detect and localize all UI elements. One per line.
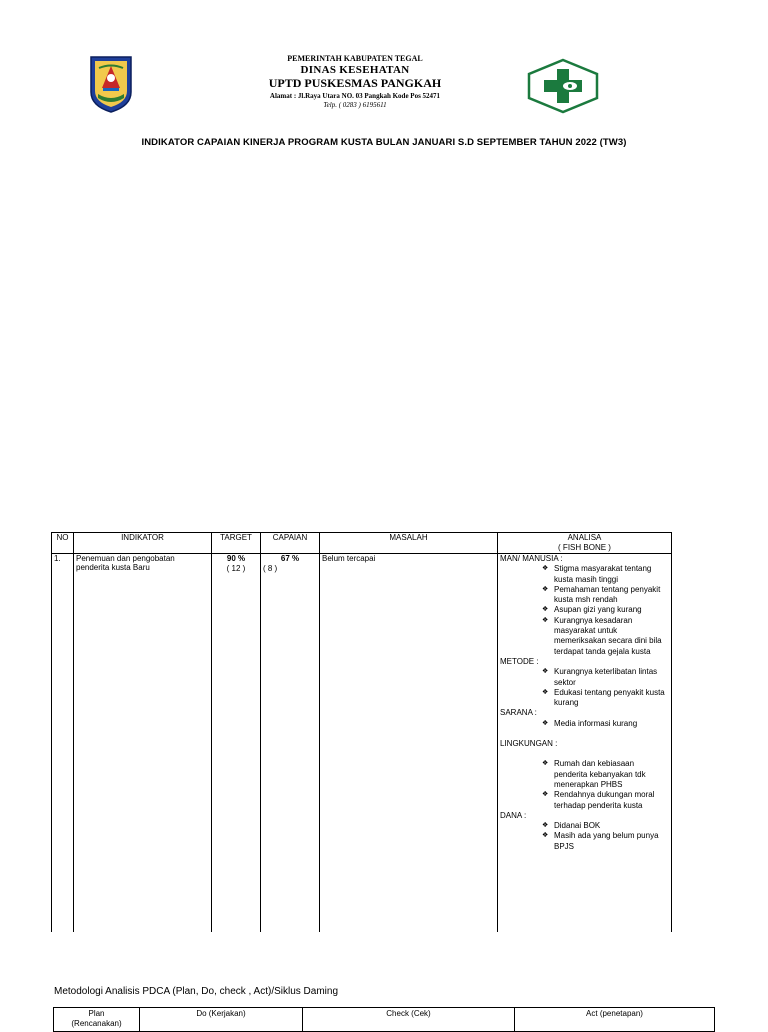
regency-coat-of-arms-icon (88, 54, 134, 114)
target-percent: 90 % (226, 554, 246, 563)
header-capaian: CAPAIAN (261, 533, 320, 554)
cell-analisa (498, 554, 672, 933)
phone: Telp. ( 0283 ) 6195611 (323, 101, 387, 109)
header-indikator: INDIKATOR (74, 533, 212, 554)
list-item: ❖ Kurangnya kesadaran masyarakat untuk memeriksakan secara dini bila terdapat tanda gejala kusta (542, 616, 669, 657)
document-title: INDIKATOR CAPAIAN KINERJA PROGRAM KUSTA BULAN JANUARI S.D SEPTEMBER TAHUN 2022 (TW3) (141, 137, 627, 148)
pdca-plan-sub: (Rencanakan) (71, 1019, 122, 1028)
cell-target (212, 554, 261, 933)
analisa-man-label: MAN/ MANUSIA : (500, 554, 563, 563)
capaian-count: ( 8 ) (263, 564, 278, 573)
header-analisa-label: ANALISA (567, 533, 602, 542)
header-masalah: MASALAH (320, 533, 498, 554)
list-item: ❖ Rendahnya dukungan moral terhadap penderita kusta (542, 790, 669, 811)
pdca-table (53, 1007, 715, 1032)
pdca-header-row (54, 1008, 715, 1032)
pdca-header-plan (54, 1008, 140, 1032)
analisa-dana-list (500, 821, 669, 852)
capaian-percent: 67 % (280, 554, 300, 563)
analisa-metode-list (500, 667, 669, 708)
list-item: ❖ Masih ada yang belum punya BPJS (542, 831, 669, 852)
cell-indikator: Penemuan dan pengobatan penderita kusta Baru (74, 554, 212, 933)
pdca-plan-label: Plan (88, 1009, 105, 1018)
analisa-sarana-label: SARANA : (500, 708, 537, 718)
agency-name: DINAS KESEHATAN (300, 64, 410, 76)
analisa-dana-label: DANA : (500, 810, 527, 820)
list-item: ❖ Rumah dan kebiasaan penderita kebanyakan tdk menerapkan PHBS (542, 759, 669, 790)
header-no: NO (52, 533, 74, 554)
list-item: ❖ Pemahaman tentang penyakit kusta msh rendah (542, 585, 669, 606)
institution-name: UPTD PUSKESMAS PANGKAH (268, 76, 442, 90)
list-item: ❖ Edukasi tentang penyakit kusta kurang (542, 688, 669, 709)
puskesmas-logo-icon (526, 58, 600, 114)
header-analisa-sub: ( FISH BONE ) (558, 543, 611, 552)
pdca-header-act: Act (penetapan) (515, 1008, 715, 1032)
analisa-metode-label: METODE : (500, 656, 539, 666)
list-item: ❖ Didanai BOK (542, 821, 669, 831)
pdca-header-do: Do (Kerjakan) (140, 1008, 303, 1032)
methodology-caption: Metodologi Analisis PDCA (Plan, Do, check , Act)/Siklus Daming (54, 986, 339, 997)
analisa-lingkungan-label: LINGKUNGAN : (500, 739, 558, 749)
letterhead (220, 54, 490, 110)
header-target: TARGET (212, 533, 261, 554)
cell-masalah: Belum tercapai (320, 554, 498, 933)
list-item: ❖ Asupan gizi yang kurang (542, 605, 669, 615)
list-item: ❖ Media informasi kurang (542, 719, 669, 729)
table-header-row (52, 533, 672, 554)
government-name: PEMERINTAH KABUPATEN TEGAL (287, 54, 423, 63)
table-row (52, 554, 672, 933)
analisa-lingkungan-list (500, 759, 669, 810)
indicator-table (51, 532, 672, 932)
analisa-sarana-list (500, 719, 669, 729)
list-item: ❖ Stigma masyarakat tentang kusta masih tinggi (542, 564, 669, 585)
list-item: ❖ Kurangnya keterlibatan lintas sektor (542, 667, 669, 688)
analisa-man-list (500, 564, 669, 657)
target-count: ( 12 ) (226, 564, 246, 573)
pdca-header-check: Check (Cek) (303, 1008, 515, 1032)
address: Alamat : Jl.Raya Utara NO. 03 Pangkah Kode Pos 52471 (269, 92, 441, 100)
header-analisa (498, 533, 672, 554)
cell-capaian (261, 554, 320, 933)
cell-no: 1. (52, 554, 74, 933)
